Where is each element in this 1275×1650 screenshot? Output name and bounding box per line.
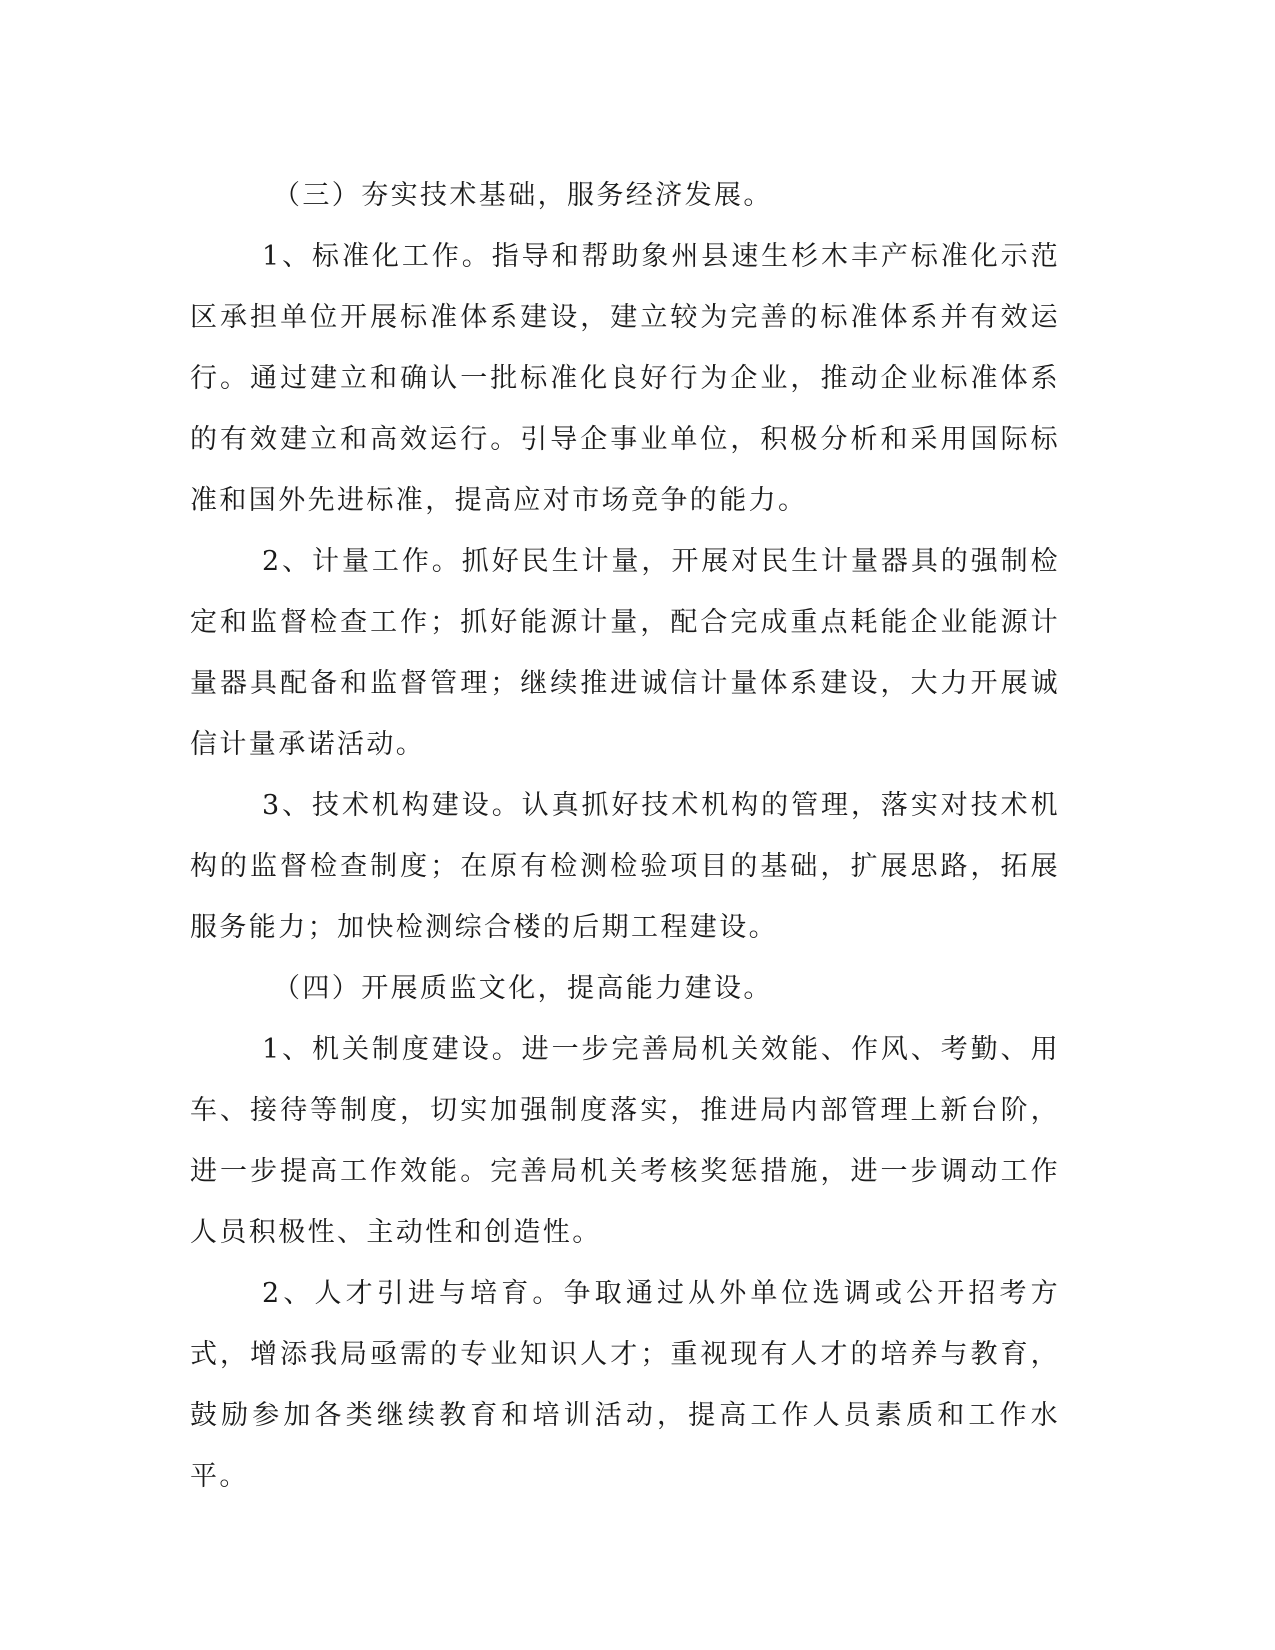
document-body — [190, 165, 1060, 1507]
section-heading-four: （四）开展质监文化，提高能力建设。 — [273, 973, 773, 1004]
paragraph-institutional-system: 1、机关制度建设。进一步完善局机关效能、作风、考勤、用车、接待等制度，切实加强制度落实，推进局内部管理上新台阶，进一步提高工作效能。完善局机关考核奖惩措施，进一步调动工作人员积极性、主动性和创造性。 — [190, 1034, 1060, 1248]
paragraph-technical-institutions: 3、技术机构建设。认真抓好技术机构的管理，落实对技术机构的监督检查制度；在原有检测检验项目的基础，扩展思路，拓展服务能力；加快检测综合楼的后期工程建设。 — [190, 790, 1060, 943]
paragraph-metrology: 2、计量工作。抓好民生计量，开展对民生计量器具的强制检定和监督检查工作；抓好能源计量，配合完成重点耗能企业能源计量器具配备和监督管理；继续推进诚信计量体系建设，大力开展诚信计量承诺活动。 — [190, 546, 1060, 760]
section-heading-three: （三）夯实技术基础，服务经济发展。 — [273, 180, 773, 211]
paragraph-standardization: 1、标准化工作。指导和帮助象州县速生杉木丰产标准化示范区承担单位开展标准体系建设，建立较为完善的标准体系并有效运行。通过建立和确认一批标准化良好行为企业，推动企业标准体系的有效建立和高效运行。引导企事业单位，积极分析和采用国际标准和国外先进标准，提高应对市场竞争的能力。 — [190, 241, 1060, 516]
paragraph-talent-introduction: 2、人才引进与培育。争取通过从外单位选调或公开招考方式，增添我局亟需的专业知识人才；重视现有人才的培养与教育，鼓励参加各类继续教育和培训活动，提高工作人员素质和工作水平。 — [190, 1278, 1060, 1492]
